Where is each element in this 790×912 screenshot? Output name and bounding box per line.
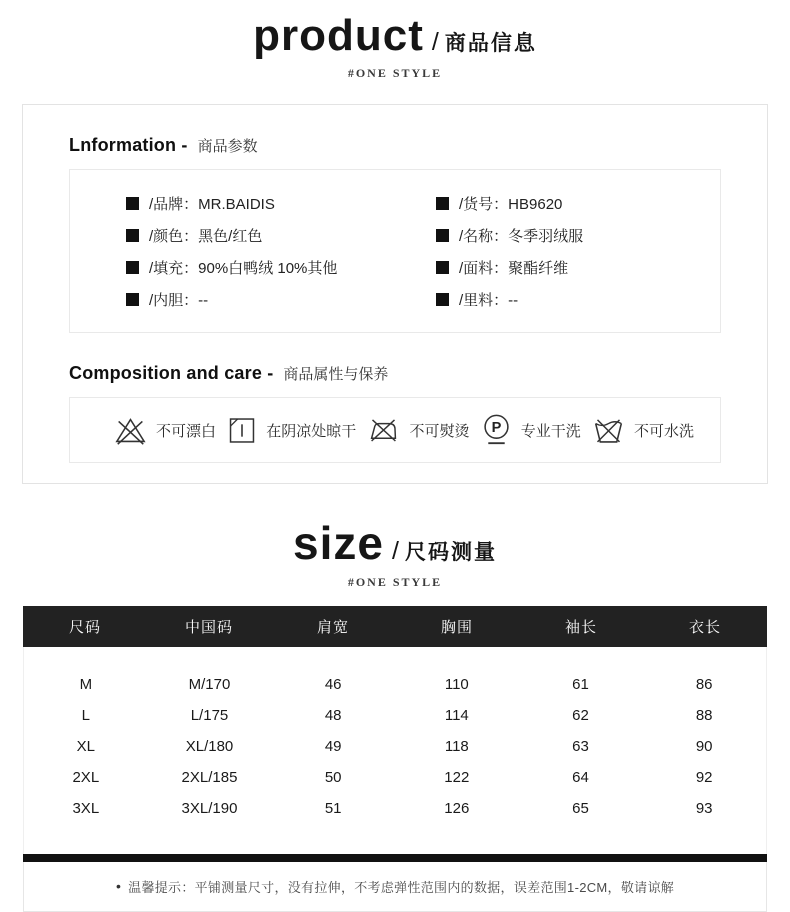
- col-header-chest: 胸围: [440, 618, 473, 636]
- cell: 90: [695, 737, 713, 755]
- care-heading-cn: 商品属性与保养: [283, 366, 389, 384]
- cell: 114: [444, 706, 469, 724]
- cell: 63: [572, 737, 589, 755]
- cell: 93: [695, 799, 713, 817]
- param-brand: [126, 187, 436, 219]
- cell: 62: [572, 706, 589, 724]
- square-bullet-icon: [436, 197, 449, 210]
- col-header-length: 衣长: [688, 618, 721, 636]
- cell: 3XL: [72, 799, 100, 817]
- cell: 50: [324, 768, 342, 786]
- product-title: [0, 12, 790, 60]
- param-lining: [436, 283, 720, 315]
- param-text: /品牌：MR.BAIDIS: [149, 195, 275, 213]
- cell: L: [81, 706, 90, 724]
- care-label: 专业干洗: [520, 422, 581, 440]
- size-title-en: size: [293, 517, 384, 570]
- cell: 86: [695, 675, 713, 693]
- size-chart-table: [23, 606, 767, 854]
- size-title-cn: 尺码测量: [404, 541, 497, 565]
- information-section-heading: [69, 135, 721, 156]
- square-bullet-icon: [436, 293, 449, 306]
- information-heading-en: Lnformation -: [69, 135, 188, 156]
- size-title: [0, 518, 790, 569]
- svg-text:P: P: [491, 420, 502, 437]
- care-symbols-box: [69, 397, 721, 463]
- one-style-tagline: #ONE STYLE: [347, 66, 443, 81]
- cell: M/170: [188, 675, 231, 693]
- param-text: /填充：90%白鸭绒 10%其他: [149, 259, 338, 277]
- product-title-en: product: [253, 11, 424, 60]
- col-header-size: 尺码: [68, 618, 101, 636]
- care-item-dry-in-shade: [227, 415, 356, 446]
- table-row: [24, 669, 766, 700]
- note-text: 温馨提示：平铺测量尺寸，没有拉伸，不考虑弹性范围内的数据，误差范围1-2CM，敬请谅解: [128, 879, 675, 895]
- param-name: [436, 219, 720, 251]
- title-slash: /: [392, 537, 399, 566]
- params-column-right: [436, 187, 720, 315]
- col-header-cn-size: 中国码: [184, 618, 233, 636]
- product-info-panel: [22, 104, 768, 484]
- size-table-header-row: [23, 606, 767, 647]
- cell: 118: [444, 737, 469, 755]
- cell: XL: [76, 737, 95, 755]
- size-table-body: [23, 647, 767, 854]
- param-inner: [126, 283, 436, 315]
- param-text: /面料：聚酯纤维: [459, 259, 569, 277]
- product-title-cn: 商品信息: [444, 32, 537, 55]
- square-bullet-icon: [436, 261, 449, 274]
- table-row: [24, 731, 766, 762]
- cell: 122: [444, 768, 470, 786]
- do-not-wash-icon: [592, 415, 625, 445]
- care-label: 在阴凉处晾干: [266, 422, 357, 440]
- table-row: [24, 793, 766, 824]
- care-label: 不可熨烫: [409, 422, 470, 440]
- dry-in-shade-icon: [227, 415, 257, 446]
- size-hero: [0, 506, 790, 590]
- care-item-wash: [592, 415, 694, 445]
- square-bullet-icon: [126, 261, 139, 274]
- cell: 92: [695, 768, 713, 786]
- product-params-box: [69, 169, 721, 333]
- care-section-heading: [69, 363, 721, 384]
- cell: 64: [572, 768, 589, 786]
- param-color: [126, 219, 436, 251]
- divider-bar: [23, 854, 767, 862]
- care-item-iron: [367, 415, 469, 445]
- care-item-bleach: [114, 415, 216, 446]
- square-bullet-icon: [126, 197, 139, 210]
- care-label: 不可漂白: [156, 422, 217, 440]
- cell: M: [79, 675, 93, 693]
- col-header-shoulder: 肩宽: [316, 618, 349, 636]
- do-not-bleach-icon: [114, 415, 147, 446]
- care-item-dry-clean: [481, 413, 581, 447]
- param-text: /名称：冬季羽绒服: [459, 227, 584, 245]
- cell: 49: [324, 737, 342, 755]
- measurement-note: [23, 862, 767, 912]
- cell: 3XL/190: [181, 799, 238, 817]
- cell: 48: [324, 706, 342, 724]
- title-slash: /: [431, 28, 439, 56]
- params-column-left: [126, 187, 436, 315]
- square-bullet-icon: [126, 293, 139, 306]
- square-bullet-icon: [436, 229, 449, 242]
- col-header-sleeve: 袖长: [564, 618, 597, 636]
- cell: 88: [695, 706, 713, 724]
- param-text: /里料：--: [459, 291, 519, 309]
- param-item-no: [436, 187, 720, 219]
- param-text: /内胆：--: [149, 291, 209, 309]
- cell: 61: [572, 675, 589, 693]
- param-text: /货号：HB9620: [459, 195, 563, 213]
- param-text: /颜色：黑色/红色: [149, 227, 263, 245]
- cell: 51: [324, 799, 342, 817]
- bullet-icon: •: [115, 878, 122, 895]
- cell: L/175: [190, 706, 229, 724]
- param-filling: [126, 251, 436, 283]
- dry-clean-p-icon: [481, 413, 512, 447]
- table-row: [24, 700, 766, 731]
- do-not-iron-icon: [367, 415, 400, 445]
- cell: XL/180: [185, 737, 234, 755]
- information-heading-cn: 商品参数: [197, 138, 258, 156]
- table-row: [24, 762, 766, 793]
- product-hero: [0, 0, 790, 81]
- cell: 65: [572, 799, 589, 817]
- one-style-tagline: #ONE STYLE: [347, 574, 443, 589]
- cell: 2XL/185: [181, 768, 238, 786]
- square-bullet-icon: [126, 229, 139, 242]
- cell: 110: [444, 675, 469, 693]
- care-heading-en: Composition and care -: [69, 363, 274, 384]
- care-label: 不可水洗: [633, 422, 694, 440]
- cell: 46: [324, 675, 342, 693]
- param-fabric: [436, 251, 720, 283]
- cell: 126: [444, 799, 470, 817]
- cell: 2XL: [72, 768, 100, 786]
